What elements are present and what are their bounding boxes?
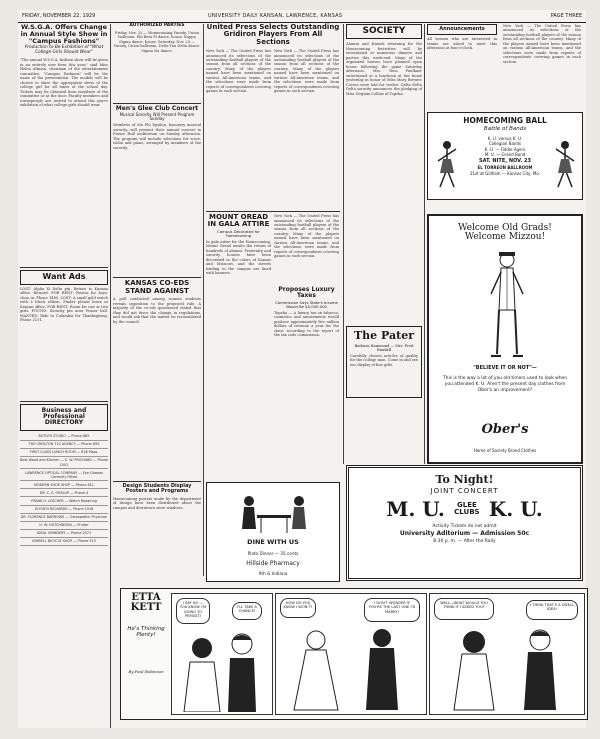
- newspaper-page: [18, 10, 586, 728]
- newspaper-title: UNIVERSITY DAILY KANSAN, LAWRENCE, KANSAS: [208, 13, 343, 19]
- mount-oread-headline: MOUNT OREAD IN GALA ATTIRE: [207, 213, 270, 229]
- directory-entry: THE CRISLTON 710 AGENCY — Phone 693: [20, 441, 108, 449]
- coeds-headline: KANSAS CO-EDS STAND AGAINST: [124, 279, 190, 295]
- pharmacy-title: DINE WITH US: [247, 538, 299, 546]
- pharmacy-name: Hillside Pharmacy: [246, 560, 300, 567]
- gridiron-headline: United Press Selects Outstanding Gridiron Players From All Sections: [206, 23, 340, 46]
- couple-illustration-3: [440, 624, 574, 712]
- hc-line-3: K. U. — Fiddle Agers: [484, 146, 526, 152]
- speech-bubble-1: I SAY NO — YOU KNOW I'M GOING TO PERSIST!: [176, 598, 210, 624]
- column-3: [206, 24, 340, 430]
- parties-body: Friday, Nov. 22 — Homecoming Varsity, Union ballroom. Phi Beta Pi dance, house. Kappa Sigma dance, house. Saturday, Nov. 23 — Varsity, Union ballroom. Delta Tau Delta dance. Sigma Nu dance.: [113, 30, 201, 53]
- wsga-article-body: "The annual W.S.G.A. fashion show will be given in an entirely new form this year," said Miss Helen Altman, chairman of the entertainment committee. "Campus Fashions" will be the name of the presentation. The models will be chosen to show the appropriate dress of the college girl for all times of the school day. Tickets may be obtained from members of the committee or at the door. Faculty members and townspeople are invited to attend this year's exhibition of what college girls should wear.: [20, 58, 108, 108]
- directory-entry: FIRST CLASS LUNCH ROOM — 818 Mass.: [20, 449, 108, 457]
- column-right: [427, 24, 583, 453]
- etta-kett-comic-strip: [120, 588, 588, 720]
- obers-footer: Home of Society Brand Clothes: [473, 448, 537, 453]
- glee-club-body: Members of Mu Phi Epsilon, honorary musical sorority, will present their annual concert in Fraser Hall auditorium on Sunday afternoon. The program will include selections for voice, violin and piano, arranged by members of the sorority.: [113, 123, 201, 150]
- mount-oread-subhead: Campus Decorated for Homecoming: [217, 228, 260, 238]
- wsga-subhead: Production to Be Exhibition of "What College Girls Should Wear": [24, 45, 104, 55]
- coeds-body: A poll conducted among women students reveals opposition to the proposed rule. A majority of the co-eds questioned stated that they did not favor the change in regulations, and would ask that the matter be reconsidered by the council.: [113, 297, 201, 324]
- directory-entry: DR. C. E. ORELUP — Phone 4: [20, 489, 108, 497]
- announcements-body: All women who are interested in tennis are asked to meet this afternoon at four o'clock.: [427, 37, 497, 51]
- couple-illustration-1: [180, 628, 266, 712]
- glee-club-headline: Men's Glee Club Concert: [115, 104, 199, 112]
- directory-entry: MODERN SHOE SHOP — Phone 811: [20, 481, 108, 489]
- announcements-title: Announcements: [427, 24, 497, 35]
- pater-body: Carefully chosen articles of quality for the college man. Come in and see our display of fine gifts.: [350, 353, 418, 367]
- hc-ball-subtitle: Battle of Bands: [483, 125, 527, 132]
- glee-concert-ad: [346, 465, 583, 581]
- directory-entry: H. W. HUTCHINSON — Printer: [20, 522, 108, 530]
- luxury-tax-subhead: Commission Says State's Income Would Be $5,000,000: [275, 299, 338, 309]
- directory-title: Business and Professional DIRECTORY: [20, 404, 108, 431]
- gridiron-continued: New York — The United Press has announced its selections of the outstanding football players of the season from all sections of the country. Many of the players named have been mentioned on various All-American teams, and the selections were made from reports of correspondents covering games in each section.: [274, 214, 339, 259]
- believe-it-quote: "BELIEVE IT OR NOT"—: [473, 365, 537, 371]
- hc-line-1: K. U. versus K. U.: [487, 135, 523, 141]
- hc-address: 31st at Gillham — Kansas City, Mo.: [469, 170, 541, 176]
- posters-headline: Design Students Display Posters and Programs: [122, 483, 192, 495]
- glee-clubs-label: GLEE CLUBS: [454, 501, 480, 517]
- speech-bubble-4: I DON'T WONDER IF YOU'RE THE LAST ONE I'D MARRY!: [364, 598, 420, 622]
- column-1: [20, 24, 108, 546]
- directory-list: [20, 433, 108, 546]
- luxury-tax-body: Topeka — A luxury tax on tobacco, cosmetics and amusements would produce approximately five million dollars of revenue a year for the state, according to the report of the tax code commission.: [274, 310, 339, 338]
- speech-bubble-5: WELL—WHAT WOULD YOU THINK IF I ASKED YOU?: [434, 598, 494, 620]
- hillside-pharmacy-ad: [206, 482, 340, 582]
- directory-entry: KIMBELL BICYCLE SHOP — Phone 513: [20, 538, 108, 546]
- masthead: [18, 10, 586, 23]
- comic-title-panel: [124, 593, 168, 713]
- comic-panel-1: [171, 593, 273, 715]
- comic-panel-3: [429, 593, 585, 715]
- speech-bubble-6: I THINK THAT'S A SWELL IDEA!: [526, 600, 578, 620]
- page-number: PAGE THREE: [550, 13, 582, 19]
- luxury-tax-headline: Proposes Luxury Taxes: [278, 286, 335, 300]
- society-column: [346, 24, 422, 398]
- directory-entry: BUTLER STUDIO — Phone 685: [20, 433, 108, 441]
- dancer-right-illustration: [552, 139, 578, 191]
- homecoming-ball-ad: [427, 112, 583, 200]
- society-title: SOCIETY: [346, 24, 422, 39]
- want-ads-title: Want Ads: [20, 270, 108, 284]
- welcome-title: Welcome Old Grads! Welcome Mizzou!: [458, 223, 552, 243]
- directory-entry: GOOD'N RICHARDS — Phone 1018: [20, 506, 108, 514]
- diners-illustration: [237, 489, 311, 535]
- tickets-note: Activity Tickets do not admit: [432, 523, 497, 529]
- pater-ad: [346, 326, 422, 398]
- hc-line-2: Collegian Bands: [488, 141, 522, 147]
- tonight-title: To Night!: [435, 473, 494, 486]
- issue-date: FRIDAY, NOVEMBER 22, 1929: [22, 13, 96, 19]
- obers-welcome-ad: [427, 214, 583, 464]
- pharmacy-address: 9th & Indiana: [258, 571, 288, 576]
- directory-entry: IDEAL GRINDERY — Phone 2071: [20, 530, 108, 538]
- speech-bubble-2: I'LL TAKE A CHANCE!: [232, 602, 262, 620]
- directory-entry: Best Wood and Kitchen — E. W. PRICHARD — Phone 1001: [20, 457, 108, 469]
- comic-title: ETTA KETT: [130, 592, 162, 613]
- want-ads-body: LOST: Alpha Xi Delta pin. Return to Kansan office. Reward. FOR RENT: Rooms for boys, close in. Phone 1485. LOST: A small gold watch with a black ribbon. Finder please leave at Kansan office. FOR RENT: Room for one or two girls. FOUND: Sorority pin near Fraser hall. WANTED: Ride to Columbia for Thanksgiving. Phone 2131.: [20, 286, 108, 323]
- joint-concert-label: JOINT CONCERT: [430, 486, 499, 495]
- ku-label: K. U.: [488, 496, 543, 521]
- comic-byline: By Paul Robinson: [128, 668, 164, 674]
- pater-subtitle: Barbara Hammond — Mrs. Fred Randall: [354, 343, 414, 352]
- venue-admission: University Aditorium — Admission 50c: [399, 529, 530, 537]
- hc-line-4: M. U. — Grand Band: [484, 152, 526, 158]
- gridiron-body-right: New York — The United Press has announced its selections of the outstanding football players of the season from all sections of the country. Many of the players named have been mentioned on various All-American teams, and the selections were made from reports of correspondents covering games in each section.: [274, 49, 339, 94]
- couple-illustration-2: [286, 624, 416, 712]
- mu-label: M. U.: [386, 496, 445, 521]
- pharmacy-plate-dinner: Plate Dinner — 35 cents: [247, 551, 299, 556]
- directory-entry: DR. FLORENCE BARROWS — Osteopathic Physician: [20, 514, 108, 522]
- wsga-headline: W.S.G.A. Offers Change in Annual Style Show in "Campus Fashions": [20, 23, 108, 45]
- directory-entry: LAWRENCE OPTICAL COMPANY — Eye Glasses Correctly Fitted: [20, 469, 108, 481]
- hc-ball-title: HOMECOMING BALL: [463, 116, 547, 125]
- dancer-left-illustration: [434, 139, 460, 191]
- parties-title: AUTHORIZED PARTIES: [129, 23, 185, 28]
- hc-date: SAT. NITE, NOV. 23: [478, 158, 531, 165]
- pater-title: The Pater: [354, 329, 414, 343]
- posters-body: Homecoming posters made by the department of design have been distributed about the campus and downtown store windows.: [113, 496, 201, 510]
- gridiron-body-left: New York — The United Press has announced its selections of the outstanding football players of the season from all sections of the country. Many of the players named have been mentioned on various All-American teams, and the selections were made from reports of correspondents covering games in each section.: [206, 49, 271, 94]
- column-2: [113, 24, 201, 537]
- comic-panel-2: [275, 593, 427, 715]
- mount-oread-body: In gala attire for the Homecoming, Mount Oread awaits the return of hundreds of alumni. Fraternity and sorority houses have been decorated in the colors of Kansas and Missouri, and the streets leading to the campus are lined with banners.: [206, 239, 271, 276]
- welcome-body: This is the way a lot of you old timers used to look when you attended K. U. Aren't the present day clothes from Ober's an improvement?: [443, 376, 567, 394]
- society-body: Alumni and friends returning for the Homecoming festivities will be entertained at numerous dinners and parties this week-end. Many of the organized houses have planned open house following the game Saturday afternoon. Mrs. Ross Faulkner entertained at a luncheon at her home yesterday in honor of Miss Mary Brewer. Covers were laid for twelve. Delta Delta Delta sorority announces the pledging of Miss Virginia Collins of Topeka.: [346, 42, 422, 96]
- obers-logo: Ober's: [481, 422, 529, 437]
- right-news-brief: New York — The United Press has announced its selections of the outstanding football players of the season from all sections of the country. Many of the players named have been mentioned on various All-American teams, and the selections were made from reports of correspondents covering games in each section.: [503, 24, 581, 64]
- hc-venue: EL TORREON BALLROOM: [477, 165, 533, 171]
- comic-tagline: He's Thinking Plenty!: [127, 626, 165, 638]
- old-timer-illustration: [487, 250, 527, 360]
- directory-entry: FRANK H. LESCHER — Watch Repairing: [20, 497, 108, 505]
- concert-time: 8:30 p. m. — After the Rally: [433, 539, 496, 545]
- speech-bubble-3: HOW DO YOU KNOW I WON'T?: [280, 598, 316, 618]
- glee-club-subhead: Musical Sorority Will Present Program Sunday: [119, 112, 195, 122]
